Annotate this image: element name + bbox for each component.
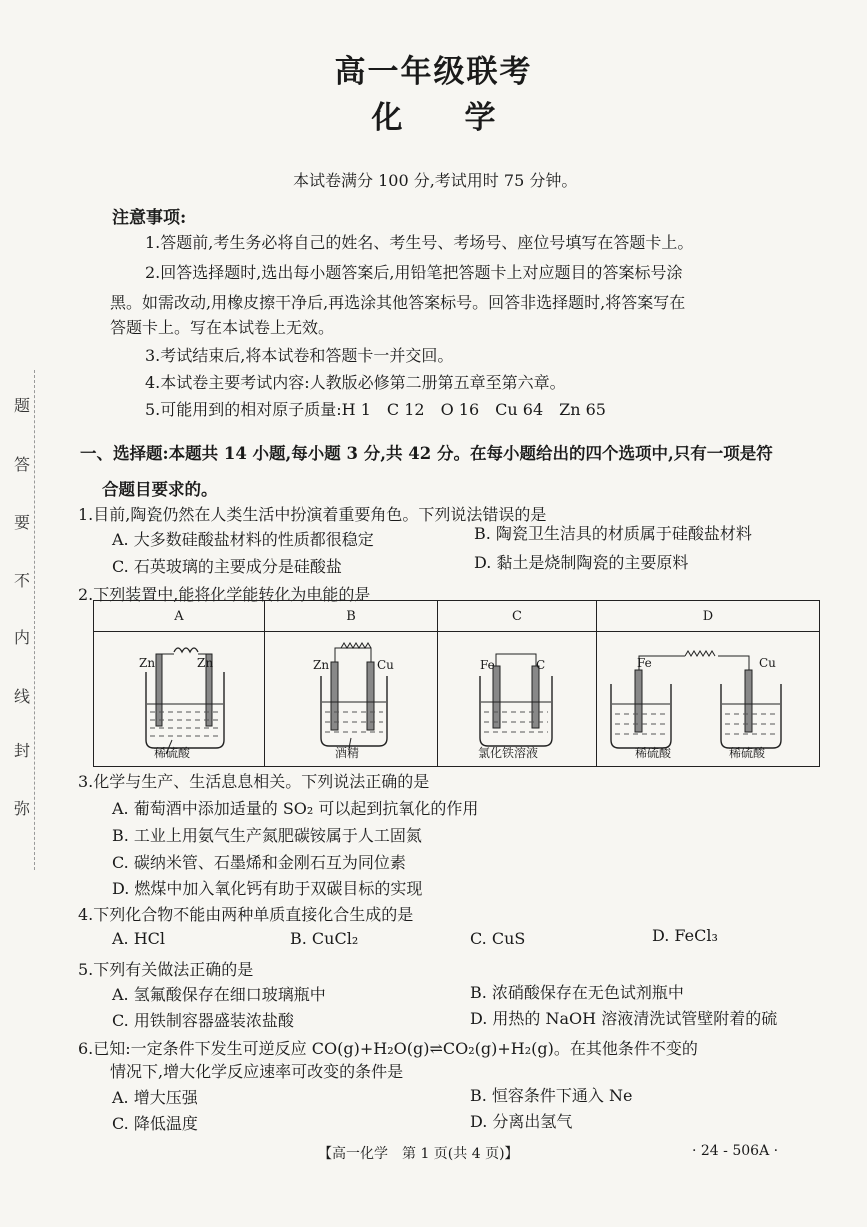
note-line: 3.考试结束后,将本试卷和答题卡一并交回。 bbox=[145, 346, 454, 365]
apparatus-b bbox=[265, 632, 438, 767]
q5-option-d: D. 用热的 NaOH 溶液清洗试管壁附着的硫 bbox=[470, 1009, 778, 1028]
q6-option-c: C. 降低温度 bbox=[112, 1114, 198, 1133]
label-a-liquid: 稀硫酸 bbox=[154, 746, 191, 760]
q4-stem: 4.下列化合物不能由两种单质直接化合生成的是 bbox=[78, 905, 414, 924]
q1-option-d: D. 黏土是烧制陶瓷的主要原料 bbox=[474, 553, 689, 572]
q1-option-b: B. 陶瓷卫生洁具的材质属于硅酸盐材料 bbox=[474, 524, 752, 543]
label-b-liquid: 酒精 bbox=[335, 746, 360, 760]
q5-option-a: A. 氢氟酸保存在细口玻璃瓶中 bbox=[112, 985, 326, 1004]
q3-stem: 3.化学与生产、生活息息相关。下列说法正确的是 bbox=[78, 772, 430, 791]
header-a: A bbox=[94, 601, 265, 632]
page-footer: 【高一化学 第 1 页(共 4 页)】 bbox=[318, 1146, 519, 1162]
side-char: 封 bbox=[14, 741, 31, 760]
side-char: 线 bbox=[14, 687, 31, 706]
q4-option-b: B. CuCl₂ bbox=[290, 929, 359, 948]
side-char: 答 bbox=[14, 455, 31, 474]
label-d-liquid1: 稀硫酸 bbox=[635, 746, 672, 760]
notes-heading: 注意事项: bbox=[112, 208, 187, 228]
q3-option-d: D. 燃煤中加入氧化钙有助于双碳目标的实现 bbox=[112, 879, 423, 898]
q6-stem-cont: 情况下,增大化学反应速率可改变的条件是 bbox=[110, 1062, 404, 1081]
section-heading: 一、选择题:本题共 14 小题,每小题 3 分,共 42 分。在每小题给出的四个选项中,只有一项是符 bbox=[80, 444, 773, 463]
header-d: D bbox=[597, 601, 820, 632]
note-line: 答题卡上。写在本试卷上无效。 bbox=[110, 318, 335, 337]
q4-option-c: C. CuS bbox=[470, 929, 526, 948]
label-c-right: C bbox=[536, 658, 546, 672]
q5-option-c: C. 用铁制容器盛装浓盐酸 bbox=[112, 1011, 294, 1030]
exam-code: · 24 - 506A · bbox=[692, 1143, 779, 1159]
q2-stem: 2.下列装置中,能将化学能转化为电能的是 bbox=[78, 585, 371, 604]
side-char: 要 bbox=[14, 513, 31, 532]
note-line: 2.回答选择题时,选出每小题答案后,用铅笔把答题卡上对应题目的答案标号涂 bbox=[145, 263, 683, 282]
side-char: 弥 bbox=[14, 799, 31, 818]
note-line: 5.可能用到的相对原子质量:H 1 C 12 O 16 Cu 64 Zn 65 bbox=[145, 400, 606, 419]
side-char: 题 bbox=[14, 396, 31, 415]
q1-stem: 1.目前,陶瓷仍然在人类生活中扮演着重要角色。下列说法错误的是 bbox=[78, 505, 547, 524]
q6-option-a: A. 增大压强 bbox=[112, 1088, 198, 1107]
q5-option-b: B. 浓硝酸保存在无色试剂瓶中 bbox=[470, 983, 684, 1002]
apparatus-c bbox=[438, 632, 597, 767]
q1-option-a: A. 大多数硅酸盐材料的性质都很稳定 bbox=[112, 530, 374, 549]
beaker-b-figure bbox=[265, 632, 437, 762]
apparatus-d bbox=[597, 632, 820, 767]
section-heading-cont: 合题目要求的。 bbox=[102, 480, 218, 499]
q5-stem: 5.下列有关做法正确的是 bbox=[78, 960, 254, 979]
label-d-liquid2: 稀硫酸 bbox=[729, 746, 766, 760]
note-line: 黑。如需改动,用橡皮擦干净后,再选涂其他答案标号。回答非选择题时,将答案写在 bbox=[110, 293, 686, 312]
beakers-d-figure bbox=[597, 632, 819, 762]
label-a-right: Zn bbox=[197, 656, 214, 670]
q3-option-c: C. 碳纳米管、石墨烯和金刚石互为同位素 bbox=[112, 853, 406, 872]
label-a-left: Zn bbox=[139, 656, 156, 670]
beaker-c-figure bbox=[438, 632, 596, 762]
label-c-liquid: 氯化铁溶液 bbox=[478, 746, 539, 760]
binding-line bbox=[34, 370, 35, 870]
q6-stem: 6.已知:一定条件下发生可逆反应 CO(g)+H₂O(g)⇌CO₂(g)+H₂(g)。在其他条件不变的 bbox=[78, 1039, 698, 1058]
subject-title: 化学 bbox=[371, 100, 558, 136]
label-b-right: Cu bbox=[377, 658, 394, 672]
label-b-left: Zn bbox=[313, 658, 330, 672]
side-char: 内 bbox=[14, 628, 31, 647]
note-line: 1.答题前,考生务必将自己的姓名、考生号、考场号、座位号填写在答题卡上。 bbox=[145, 233, 694, 252]
q6-option-b: B. 恒容条件下通入 Ne bbox=[470, 1086, 633, 1105]
apparatus-a bbox=[94, 632, 265, 767]
side-char: 不 bbox=[14, 571, 31, 590]
header-c: C bbox=[438, 601, 597, 632]
label-d-right: Cu bbox=[759, 656, 776, 670]
q4-option-a: A. HCl bbox=[112, 929, 166, 948]
header-b: B bbox=[265, 601, 438, 632]
q1-option-c: C. 石英玻璃的主要成分是硅酸盐 bbox=[112, 557, 342, 576]
q3-option-a: A. 葡萄酒中添加适量的 SO₂ 可以起到抗氧化的作用 bbox=[112, 799, 479, 818]
apparatus-table bbox=[93, 600, 820, 767]
note-line: 4.本试卷主要考试内容:人教版必修第二册第五章至第六章。 bbox=[145, 373, 566, 392]
q3-option-b: B. 工业上用氨气生产氮肥碳铵属于人工固氮 bbox=[112, 826, 422, 845]
beaker-a-figure bbox=[94, 632, 264, 762]
q6-option-d: D. 分离出氢气 bbox=[470, 1112, 573, 1131]
q4-option-d: D. FeCl₃ bbox=[652, 926, 718, 945]
label-c-left: Fe bbox=[480, 658, 495, 672]
exam-title: 高一年级联考 bbox=[334, 54, 533, 90]
exam-info: 本试卷满分 100 分,考试用时 75 分钟。 bbox=[293, 171, 578, 190]
label-d-left: Fe bbox=[637, 656, 652, 670]
